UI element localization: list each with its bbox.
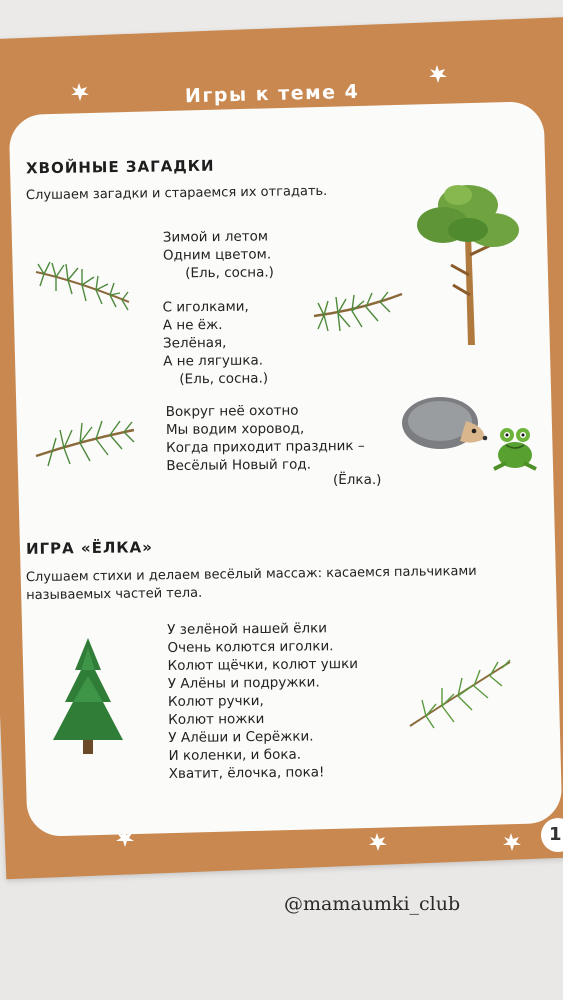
riddle-2-answer: (Ель, сосна.): [179, 370, 269, 388]
page-number: 1: [541, 818, 563, 852]
game-poem-line: Хватит, ёлочка, пока!: [168, 764, 325, 782]
game-poem-line: И коленки, и бока.: [168, 746, 302, 764]
game-intro: [26, 563, 477, 605]
watermark-handle: @mamaumki_club: [284, 893, 461, 915]
pine-branch-icon: [310, 282, 406, 354]
riddle-1: [163, 227, 274, 282]
game-poem: [167, 619, 359, 783]
pine-branch-icon: [406, 648, 514, 732]
riddle-3-line: Вокруг неё охотно: [165, 402, 299, 421]
game-poem-line: У зелёной нашей ёлки: [167, 620, 328, 639]
riddle-2-line: С иголками,: [162, 298, 249, 316]
section-title-game: ИГРА «ЁЛКА»: [25, 538, 154, 558]
game-intro-line: называемых частей тела.: [26, 585, 203, 604]
pine-branch-icon: [34, 250, 134, 322]
riddle-2-line: Зелёная,: [162, 334, 227, 352]
pine-branch-icon: [34, 400, 138, 478]
game-poem-line: Колют щёчки, колют ушки: [167, 656, 359, 674]
riddle-3-answer: (Ёлка.): [333, 472, 382, 488]
riddle-3-line: Весёлый Новый год.: [166, 456, 312, 475]
riddle-3: [166, 401, 365, 475]
game-intro-line: Слушаем стихи и делаем весёлый массаж: касаемся пальчиками: [25, 563, 477, 586]
header-title: Игры к теме 4: [184, 80, 360, 108]
game-poem-line: Очень колются иголки.: [167, 638, 334, 656]
riddles-intro: Слушаем загадки и стараемся их отгадать.: [25, 183, 328, 204]
riddle-1-line: Зимой и летом: [162, 228, 269, 246]
riddle-3-line: Мы водим хоровод,: [165, 420, 305, 439]
maple-leaf-icon: [68, 82, 90, 102]
game-poem-line: У Алёши и Серёжки.: [168, 728, 314, 746]
riddle-2-line: А не лягушка.: [163, 352, 264, 370]
hedgehog-icon: [400, 393, 490, 451]
section-title-riddles: ХВОЙНЫЕ ЗАГАДКИ: [25, 156, 215, 178]
riddle-3-line: Когда приходит праздник –: [166, 437, 365, 457]
maple-leaf-icon: [366, 832, 388, 852]
frog-icon: [492, 425, 538, 473]
game-poem-line: Колют ручки,: [167, 692, 264, 710]
maple-leaf-icon: [426, 64, 448, 84]
riddle-1-line: Одним цветом.: [162, 246, 272, 264]
riddle-2: [163, 297, 269, 388]
fir-tree-icon: [45, 636, 131, 764]
riddle-1-answer: (Ель, сосна.): [185, 264, 275, 282]
riddle-2-line: А не ёж.: [162, 316, 223, 334]
game-poem-line: У Алёны и подружки.: [167, 674, 320, 692]
maple-leaf-icon: [500, 832, 522, 852]
game-poem-line: Колют ножки: [168, 710, 265, 728]
pine-tree-icon: [413, 175, 523, 350]
